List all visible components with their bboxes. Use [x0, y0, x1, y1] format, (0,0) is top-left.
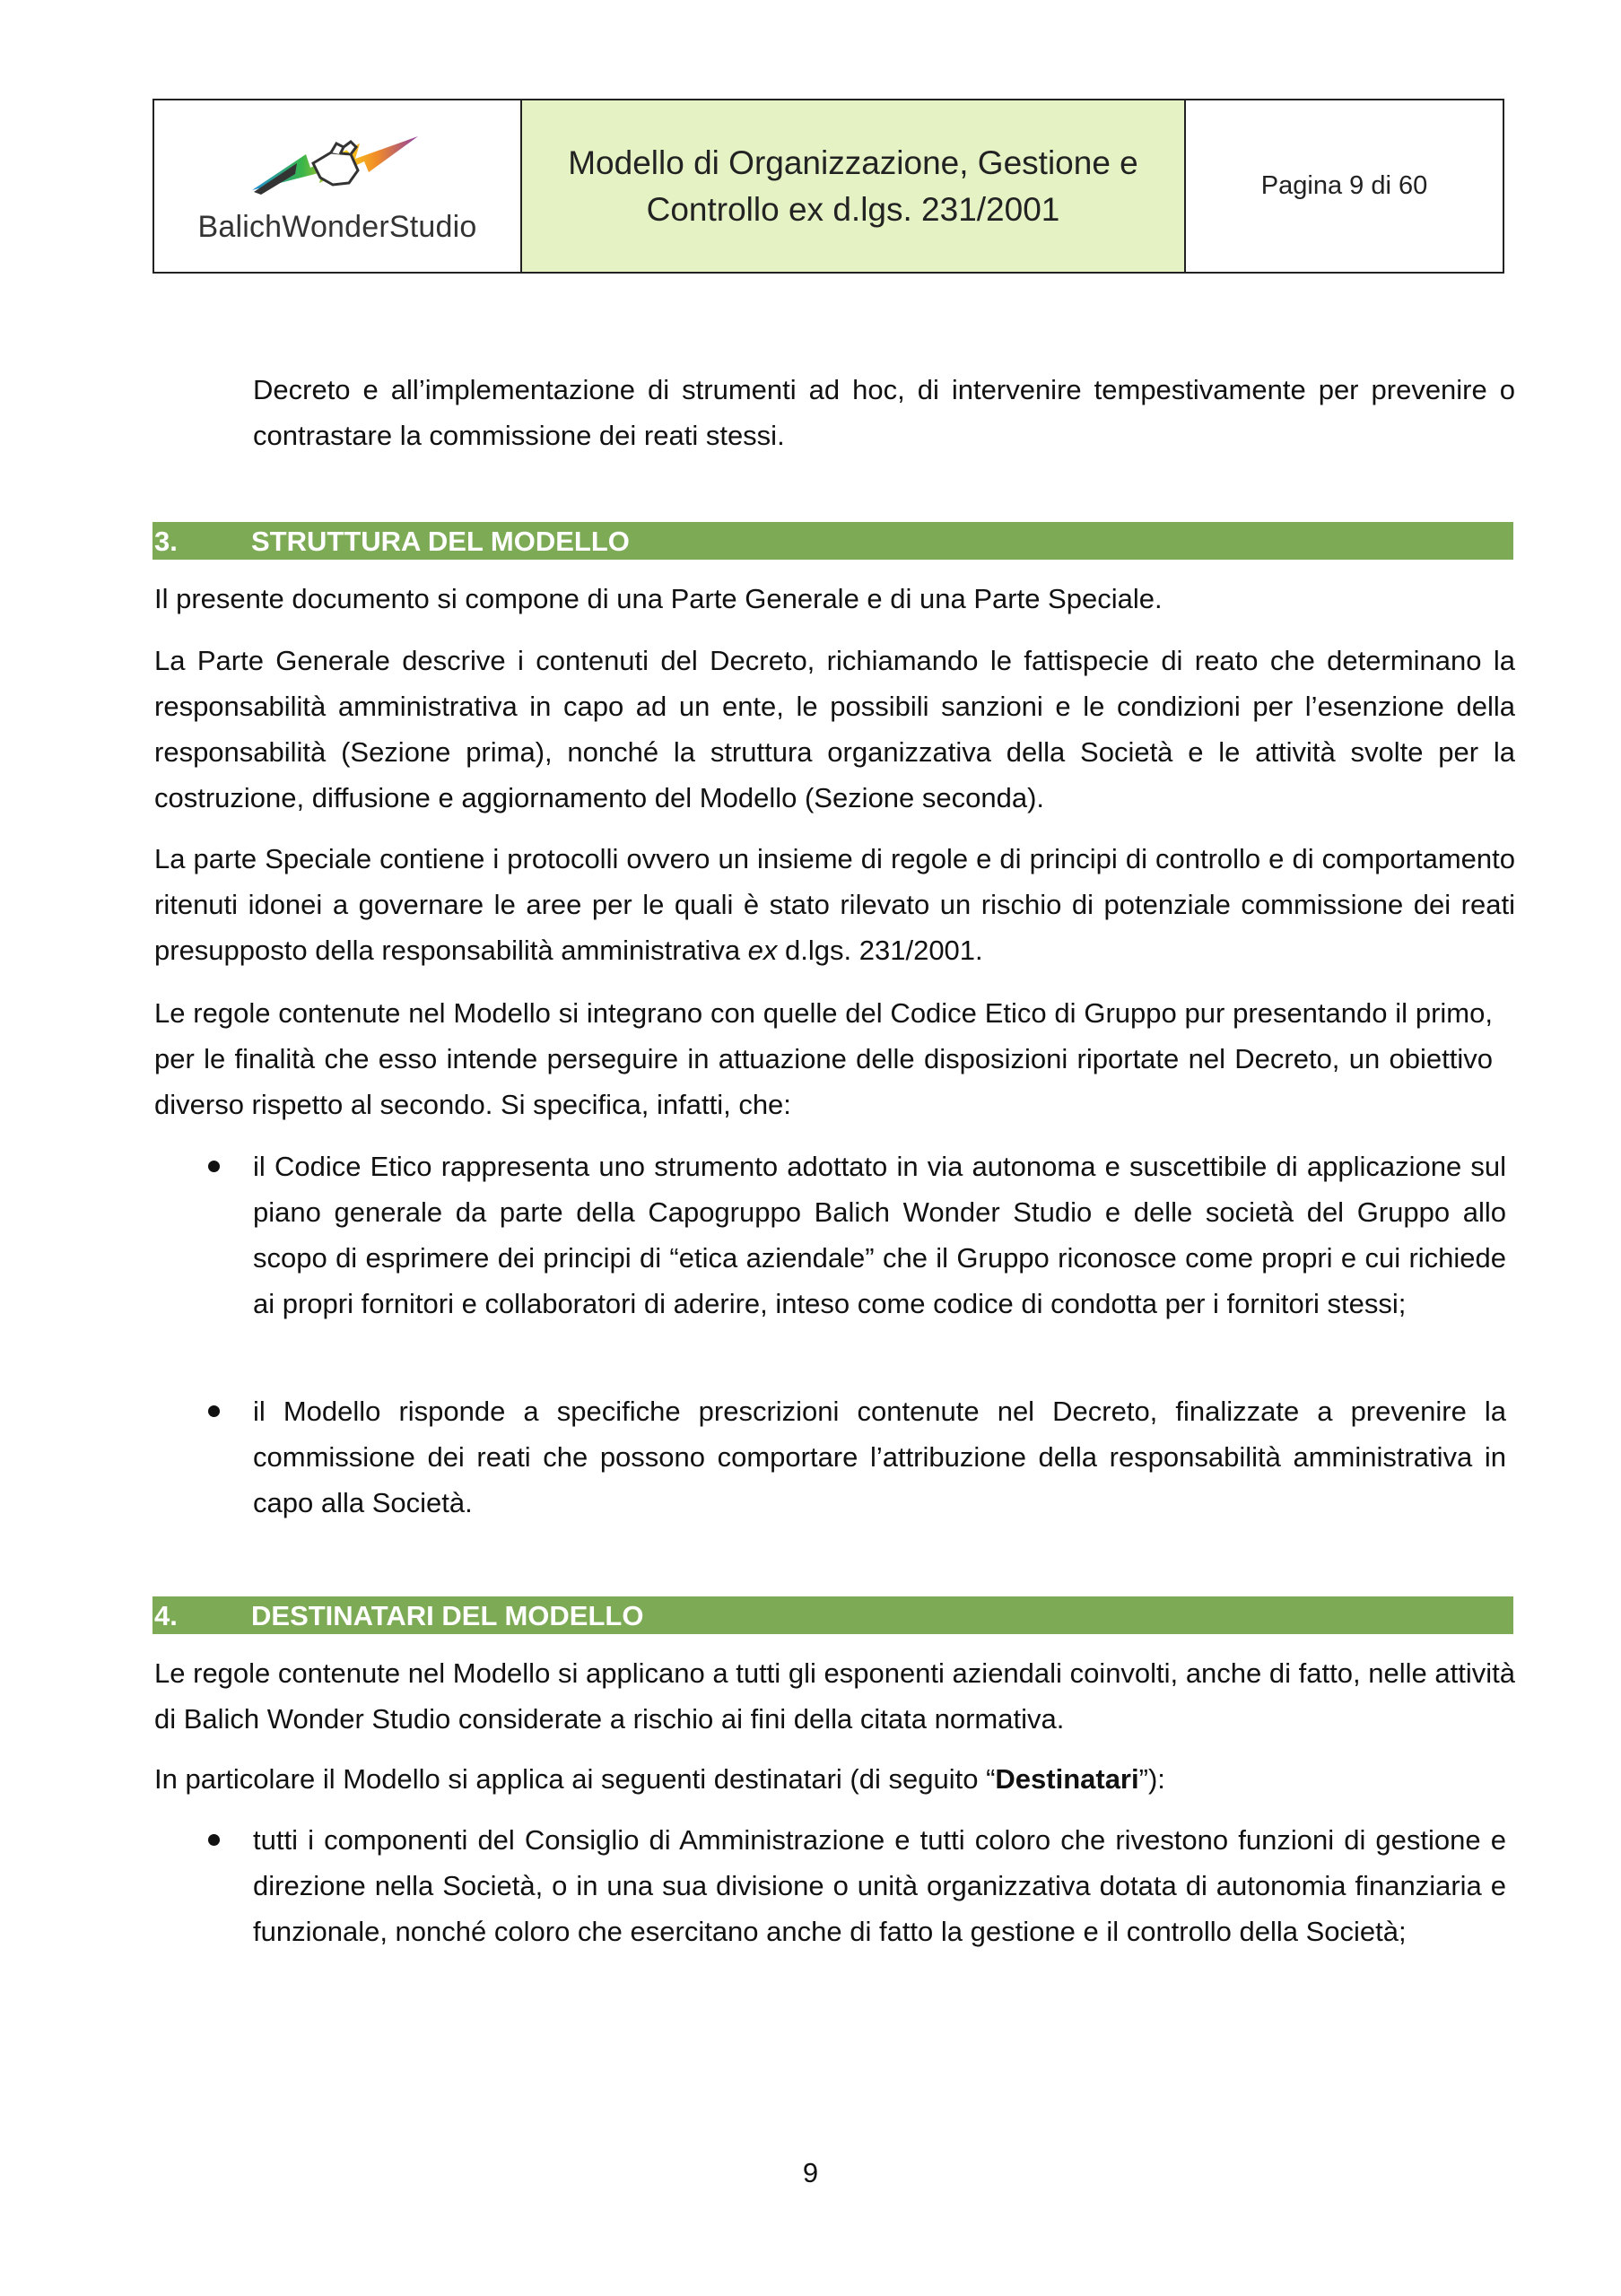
document-title-line2: Controllo ex d.lgs. 231/2001	[646, 190, 1060, 228]
document-title-cell	[522, 100, 1186, 272]
section-number: 3.	[154, 526, 178, 557]
page-counter: Pagina 9 di 60	[1260, 171, 1428, 200]
logo-cell	[154, 100, 522, 272]
bullet-icon	[208, 1834, 220, 1846]
section-title: STRUTTURA DEL MODELLO	[251, 526, 630, 557]
logo-text: BalichWonderStudio	[197, 210, 477, 244]
section-number: 4.	[154, 1600, 178, 1631]
document-title-line1: Modello di Organizzazione, Gestione e	[568, 144, 1138, 181]
bullet-icon	[208, 1405, 220, 1417]
bullet-icon	[208, 1161, 220, 1172]
paragraph: Le regole contenute nel Modello si integrano con quelle del Codice Etico di Gruppo pur presentando il primo, per le finalità che esso intende perseguire in attuazione delle disposizioni riportate nel Decreto, un obiettivo diverso rispetto al secondo. Si specifica, infatti, che:	[154, 997, 1493, 1120]
section-heading-3	[153, 522, 1513, 560]
document-page: BalichWonderStudio Modello di Organizzazione, Gestione e Controllo ex d.lgs. 231/2001 Pagina 9 di 60 Decreto e all’implementazione di strumenti ad hoc, di intervenire tempestivamente per prevenire o contrastare la commissione dei reati stessi. 3. STRUTTURA DEL MODELLO Il presente documento si compone di una Parte Generale e di una Parte Speciale. La Parte Generale descrive i contenuti del Decreto, richiamando le fattispecie di reato che determinano la responsabilità amministrativa in capo ad un ente, le possibili sanzioni e le condizioni per l’esenzione della responsabilità (Sezione prima), nonché la struttura organizzativa della Società e le attività svolte per la costruzione, diffusione e aggiornamento del Modello (Sezione seconda). La parte Speciale contiene i protocolli ovvero un insieme di regole e di principi di controllo e di comportamento ritenuti idonei a governare le aree per le quali è stato rilevato un rischio di potenziale commissione dei reati presupposto della responsabilità amministrativa ex d.lgs. 231/2001. Le regole contenute nel Modello si integrano con quelle del Codice Etico di Gruppo pur presentando il primo, per le finalità che esso intende perseguire in attuazione delle disposizioni riportate nel Decreto, un obiettivo diverso rispetto al secondo. Si specifica, infatti, che: il Codice Etico rappresenta uno strumento adottato in via autonoma e suscettibile di applicazione sul piano generale da parte della Capogruppo Balich Wonder Studio e delle società del Gruppo allo scopo di esprimere dei principi di “etica aziendale” che il Gruppo riconosce come propri e cui richiede ai propri fornitori e collaboratori di aderire, inteso come codice di condotta per i fornitori stessi; il Modello risponde a specifiche prescrizioni contenute nel Decreto, finalizzate a prevenire la commissione dei reati che possono comportare l’attribuzione della responsabilità amministrativa in capo alla Società. 4. DESTINATARI DEL MODELLO Le regole contenute nel Modello si applicano a tutti gli esponenti aziendali coinvolti, anche di fatto, nelle attività di Balich Wonder Studio considerate a rischio ai fini della citata normativa. In particolare il Modello si applica ai seguenti destinatari (di seguito “Destinatari”): tutti i componenti del Consiglio di Amministrazione e tutti coloro che rivestono funzioni di gestione e direzione nella Società, o in una sua divisione o unità organizzativa dotata di autonomia finanziaria e funzionale, nonché coloro che esercitano anche di fatto la gestione e il controllo della Società; 9	[0, 0, 1621, 2296]
paragraph: In particolare il Modello si applica ai seguenti destinatari (di seguito “Destinatari”):	[154, 1763, 1165, 1795]
section-heading-4	[153, 1596, 1513, 1634]
paragraph: Le regole contenute nel Modello si applicano a tutti gli esponenti aziendali coinvolti, anche di fatto, nelle attività di Balich Wonder Studio considerate a rischio ai fini della citata normativa.	[154, 1657, 1515, 1735]
intro-paragraph: Decreto e all’implementazione di strumenti ad hoc, di intervenire tempestivamente per prevenire o contrastare la commissione dei reati stessi.	[253, 374, 1515, 451]
rainbow-lightning-icon	[243, 127, 431, 208]
paragraph: La Parte Generale descrive i contenuti del Decreto, richiamando le fattispecie di reato che determinano la responsabilità amministrativa in capo ad un ente, le possibili sanzioni e le condizioni per l’esenzione della responsabilità (Sezione prima), nonché la struttura organizzativa della Società e le attività svolte per la costruzione, diffusione e aggiornamento del Modello (Sezione seconda).	[154, 645, 1515, 813]
paragraph: La parte Speciale contiene i protocolli ovvero un insieme di regole e di principi di controllo e di comportamento ritenuti idonei a governare le aree per le quali è stato rilevato un rischio di potenziale commissione dei reati presupposto della responsabilità amministrativa ex d.lgs. 231/2001.	[154, 843, 1515, 966]
paragraph: Il presente documento si compone di una Parte Generale e di una Parte Speciale.	[154, 583, 1163, 614]
header-table	[153, 99, 1504, 274]
page-number: 9	[802, 2157, 819, 2188]
section-title: DESTINATARI DEL MODELLO	[251, 1600, 644, 1631]
page-counter-cell	[1186, 100, 1503, 272]
